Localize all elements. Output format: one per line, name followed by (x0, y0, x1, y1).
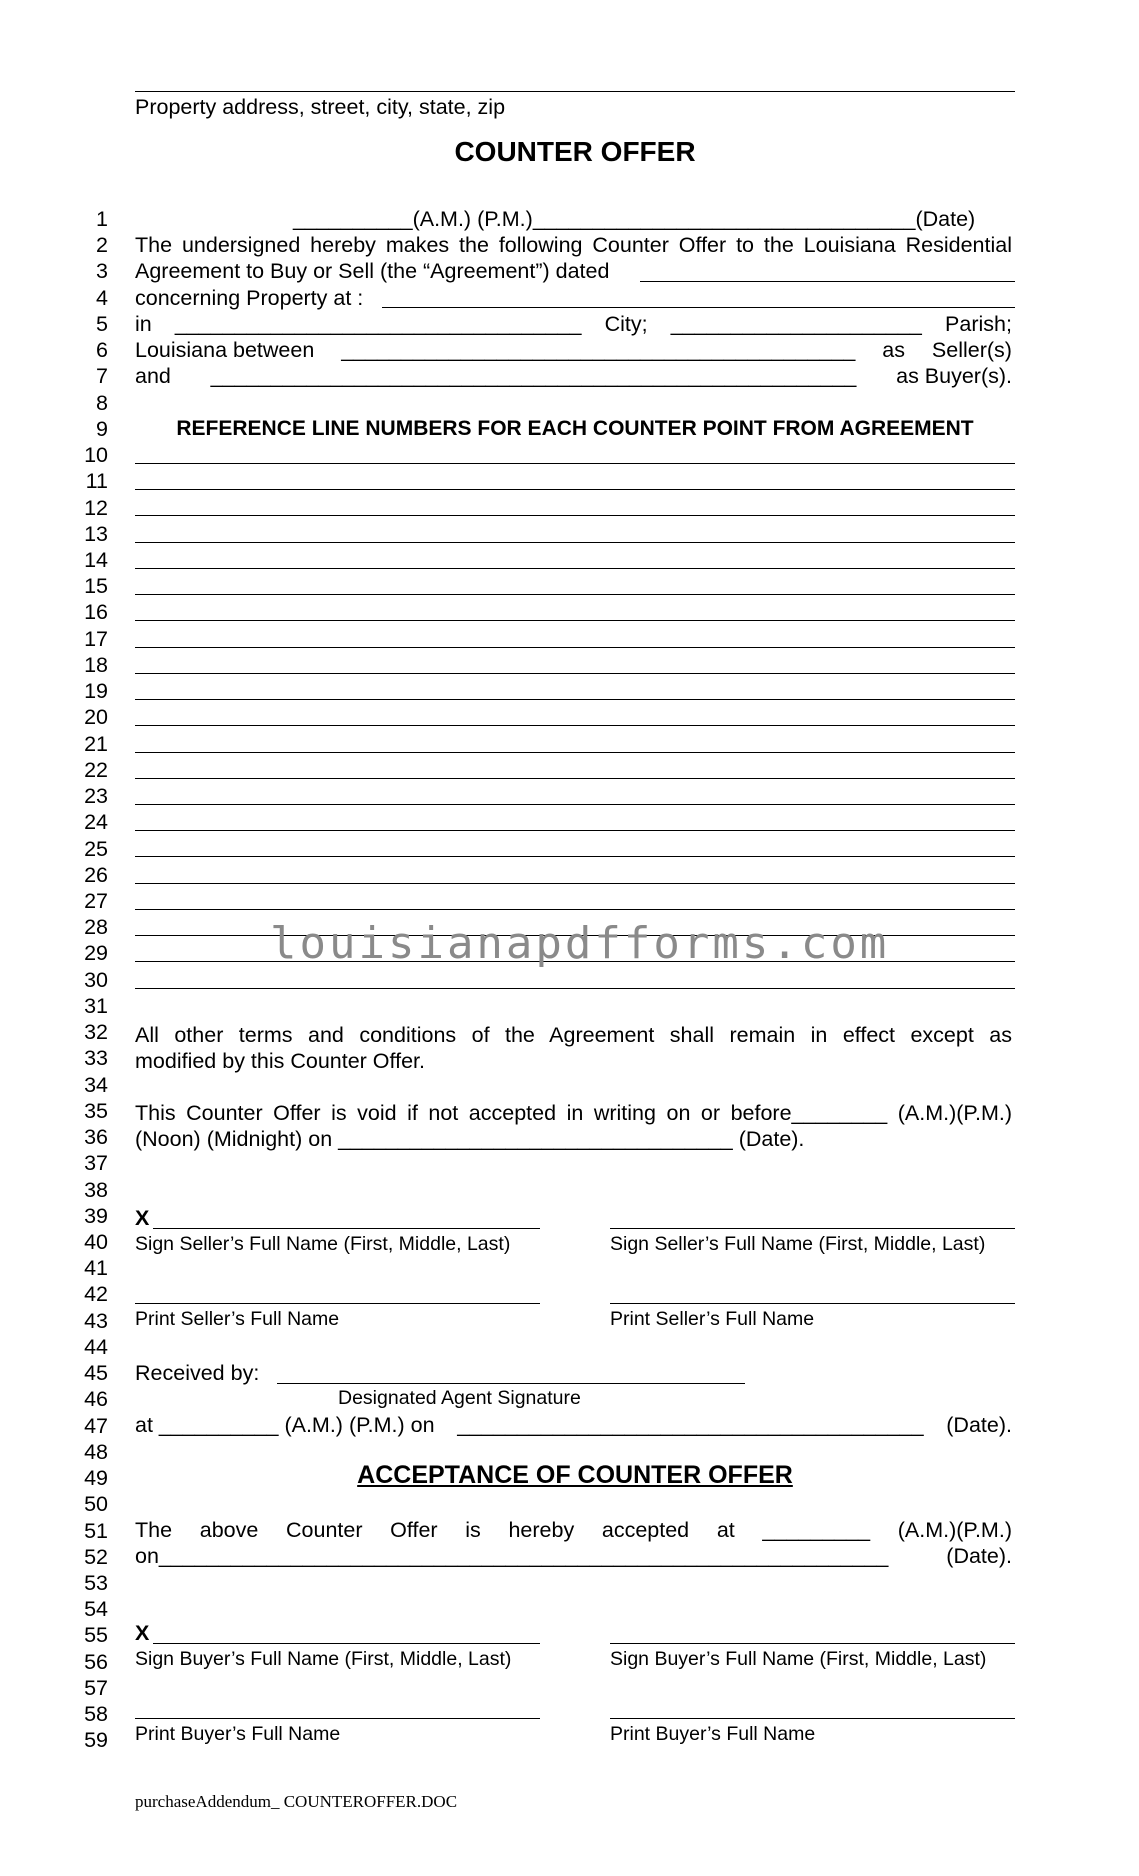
line-33: modified by this Counter Offer. (135, 1049, 425, 1073)
line-number: 24 (84, 810, 108, 835)
buyer-sign-field-left[interactable] (153, 1643, 540, 1644)
line-number: 53 (84, 1570, 108, 1595)
buyer-print-label-left: Print Buyer’s Full Name (135, 1723, 341, 1745)
line-number: 12 (84, 495, 108, 520)
accepted-on-blank[interactable]: on_____________________________________________________________ (135, 1544, 889, 1568)
line-number: 23 (84, 784, 108, 809)
line-number: 15 (84, 574, 108, 599)
seller-print-label-right: Print Seller’s Full Name (610, 1308, 815, 1330)
seller-x-mark: X (135, 1206, 150, 1230)
line-1 (293, 206, 975, 232)
counter-point-line[interactable] (135, 778, 1015, 779)
property-address-rule (135, 91, 1015, 92)
line-number: 19 (84, 679, 108, 704)
counter-point-line[interactable] (135, 515, 1015, 516)
line-number: 49 (84, 1466, 108, 1491)
buyers-text: as Buyer(s). (896, 364, 1012, 388)
line-number: 32 (84, 1020, 108, 1045)
watermark: louisianapdfforms.com (270, 918, 890, 969)
line-number: 31 (84, 993, 108, 1018)
acceptance-word: The (135, 1518, 173, 1542)
acceptance-word: above (199, 1518, 259, 1542)
line-number: 54 (84, 1597, 108, 1622)
line-number: 44 (84, 1334, 108, 1359)
received-at-text: at __________ (A.M.) (P.M.) on (135, 1413, 435, 1437)
line-51 (135, 1517, 1012, 1543)
counter-point-line[interactable] (135, 856, 1015, 857)
line-number: 13 (84, 521, 108, 546)
counter-point-line[interactable] (135, 542, 1015, 543)
line-number: 46 (84, 1387, 108, 1412)
line-number: 43 (84, 1308, 108, 1333)
agent-signature-field[interactable] (277, 1383, 745, 1384)
counter-point-line[interactable] (135, 830, 1015, 831)
line-number: 55 (84, 1623, 108, 1648)
line-number: 47 (84, 1413, 108, 1438)
buyer-print-label-right: Print Buyer’s Full Name (610, 1723, 816, 1745)
counter-point-line[interactable] (135, 568, 1015, 569)
buyer-print-field-right[interactable] (610, 1718, 1015, 1719)
counter-point-line[interactable] (135, 673, 1015, 674)
counter-point-line[interactable] (135, 804, 1015, 805)
counter-point-line[interactable] (135, 883, 1015, 884)
counter-point-line[interactable] (135, 725, 1015, 726)
line-number: 11 (85, 469, 108, 494)
line-number: 4 (96, 285, 108, 310)
counter-point-line[interactable] (135, 752, 1015, 753)
line-number: 50 (84, 1492, 108, 1517)
received-date-text: (Date). (946, 1413, 1012, 1437)
line-5 (135, 311, 1012, 337)
line-number: 58 (84, 1702, 108, 1727)
accepted-date-text: (Date). (946, 1544, 1012, 1568)
seller-print-label-left: Print Seller’s Full Name (135, 1308, 340, 1330)
line-number: 1 (96, 207, 108, 231)
sellers-text: Seller(s) (931, 338, 1012, 362)
line-number: 10 (84, 443, 108, 468)
as-text: as (882, 338, 906, 362)
counter-point-line[interactable] (135, 620, 1015, 621)
line-number: 39 (84, 1203, 108, 1228)
line-4-text: concerning Property at : (135, 286, 364, 310)
property-address-label: Property address, street, city, state, zip (135, 95, 506, 119)
line-number: 30 (84, 967, 108, 992)
line-number: 8 (96, 390, 108, 415)
line-number: 3 (96, 259, 108, 284)
agent-signature-label: Designated Agent Signature (338, 1387, 581, 1409)
line-number: 52 (84, 1544, 108, 1569)
acceptance-word[interactable]: _________ (762, 1518, 871, 1542)
line-number: 22 (84, 757, 108, 782)
line-number: 38 (84, 1177, 108, 1202)
city-blank[interactable]: __________________________________ (174, 312, 582, 336)
line-number: 56 (84, 1649, 108, 1674)
received-by-label: Received by: (135, 1361, 260, 1385)
line-number: 17 (84, 626, 108, 651)
line-number: 25 (84, 836, 108, 861)
line-35: This Counter Offer is void if not accepted in writing on or before________ (A.M.)(P.M.) (135, 1101, 1012, 1125)
buyer-sign-label-left: Sign Buyer’s Full Name (First, Middle, Last) (135, 1648, 512, 1670)
line-number: 7 (96, 364, 108, 389)
page-title: COUNTER OFFER (454, 136, 696, 167)
line-number: 45 (84, 1361, 108, 1386)
time-blank[interactable]: __________ (293, 207, 413, 231)
line-number: 34 (84, 1072, 108, 1097)
line-number: 48 (84, 1439, 108, 1464)
counter-point-line[interactable] (135, 699, 1015, 700)
buyer-sign-label-right: Sign Buyer’s Full Name (First, Middle, Last) (610, 1648, 987, 1670)
line-47 (135, 1412, 1012, 1438)
acceptance-word: Counter (286, 1518, 363, 1542)
line-number: 36 (84, 1125, 108, 1150)
line-number: 26 (84, 862, 108, 887)
line-number: 40 (84, 1229, 108, 1254)
line-number: 29 (84, 941, 108, 966)
counter-point-line[interactable] (135, 647, 1015, 648)
line-number: 2 (96, 233, 108, 258)
line-number: 41 (84, 1256, 108, 1281)
line-number: 5 (96, 311, 108, 336)
line-number: 51 (84, 1518, 108, 1543)
agreement-date-field[interactable] (640, 281, 1015, 282)
acceptance-word: (A.M.)(P.M.) (897, 1518, 1012, 1542)
buyer-print-field-left[interactable] (135, 1718, 540, 1719)
line-number: 27 (84, 888, 108, 913)
line-number: 6 (96, 338, 108, 363)
louisiana-between-text: Louisiana between (135, 338, 315, 362)
line-6 (135, 337, 1012, 363)
line-number: 28 (84, 915, 108, 940)
acceptance-word: at (716, 1518, 735, 1542)
seller-sign-label-right: Sign Seller’s Full Name (First, Middle, Last) (610, 1233, 986, 1255)
in-text: in (135, 312, 152, 336)
parish-blank[interactable]: _____________________ (670, 312, 922, 336)
counter-point-line[interactable] (135, 594, 1015, 595)
acceptance-word: Offer (390, 1518, 438, 1542)
line-2: The undersigned hereby makes the following Counter Offer to the Louisiana Residential (135, 233, 1012, 257)
line-52 (135, 1543, 1012, 1569)
line-number: 18 (84, 652, 108, 677)
line-number: 33 (84, 1046, 108, 1071)
line-number: 37 (84, 1151, 108, 1176)
line-number: 21 (84, 731, 108, 756)
acceptance-word: hereby (508, 1518, 575, 1542)
line-7 (135, 363, 1012, 389)
property-field[interactable] (382, 307, 1015, 308)
city-text: City; (604, 312, 648, 336)
received-date-blank[interactable]: _______________________________________ (457, 1413, 924, 1437)
seller-sign-field-right[interactable] (610, 1228, 1015, 1229)
line-number: 20 (84, 705, 108, 730)
and-text: and (135, 364, 171, 388)
seller-sign-label-left: Sign Seller’s Full Name (First, Middle, Last) (135, 1233, 511, 1255)
ampm-text: (A.M.) (P.M.) (412, 207, 533, 231)
line-number: 57 (84, 1675, 108, 1700)
counter-point-line[interactable] (135, 489, 1015, 490)
counter-point-line[interactable] (135, 909, 1015, 910)
line-number: 14 (84, 547, 108, 572)
buyer-sign-field-right[interactable] (610, 1643, 1015, 1644)
counter-point-line[interactable] (135, 988, 1015, 989)
footer-filename: purchaseAddendum_ COUNTEROFFER.DOC (135, 1792, 458, 1811)
reference-heading: REFERENCE LINE NUMBERS FOR EACH COUNTER POINT FROM AGREEMENT (176, 417, 974, 440)
acceptance-word: is (465, 1518, 481, 1542)
buyer-blank[interactable]: ______________________________________________________ (210, 364, 857, 388)
line-number: 59 (84, 1728, 108, 1753)
line-number: 42 (84, 1282, 108, 1307)
line-3-text: Agreement to Buy or Sell (the “Agreement”) dated (135, 259, 610, 283)
counter-point-line[interactable] (135, 463, 1015, 464)
line-36: (Noon) (Midnight) on _________________________________ (Date). (135, 1127, 805, 1151)
acceptance-title: ACCEPTANCE OF COUNTER OFFER (357, 1461, 793, 1489)
parish-text: Parish; (945, 312, 1012, 336)
seller-sign-field-left[interactable] (153, 1228, 540, 1229)
seller-blank[interactable]: ___________________________________________ (341, 338, 856, 362)
line-32: All other terms and conditions of the Agreement shall remain in effect except as (135, 1023, 1012, 1047)
seller-print-field-left[interactable] (135, 1303, 540, 1304)
date-blank[interactable]: ________________________________ (532, 207, 916, 231)
acceptance-word: accepted (601, 1518, 690, 1542)
line-number: 9 (96, 416, 108, 441)
seller-print-field-right[interactable] (610, 1303, 1015, 1304)
line-number: 35 (84, 1098, 108, 1123)
line-number: 16 (84, 600, 108, 625)
buyer-x-mark: X (135, 1621, 150, 1645)
date-text: (Date) (915, 207, 976, 231)
